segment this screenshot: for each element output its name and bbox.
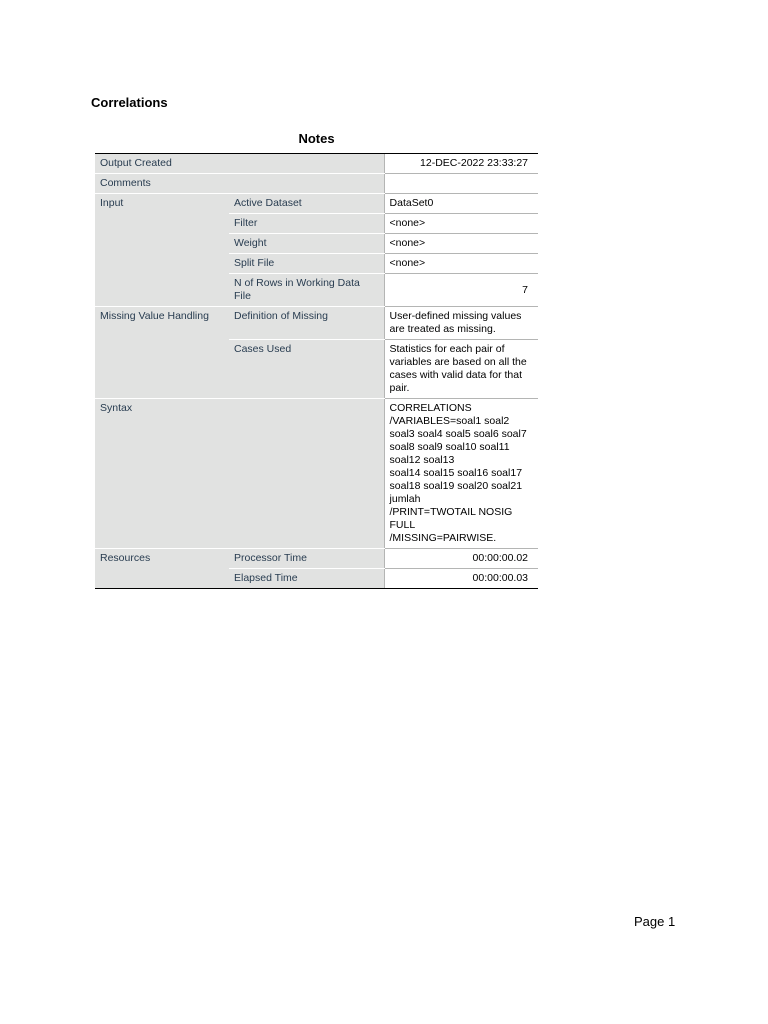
section-title: Correlations <box>91 95 168 110</box>
row-label-split-file: Split File <box>229 254 384 274</box>
row-label-weight: Weight <box>229 234 384 254</box>
row-label-input: Input <box>95 194 229 307</box>
value-split-file: <none> <box>384 254 538 274</box>
table-row <box>95 174 538 194</box>
table-row <box>95 194 538 214</box>
value-cases-used: Statistics for each pair of variables are based on all the cases with valid data for that pair. <box>384 340 538 399</box>
row-label-output-created: Output Created <box>95 154 384 174</box>
row-label-processor-time: Processor Time <box>229 549 384 569</box>
value-elapsed-time: 00:00:00.03 <box>384 569 538 589</box>
table-row <box>95 154 538 174</box>
table-title: Notes <box>298 131 335 146</box>
table-row <box>95 399 538 549</box>
row-label-resources: Resources <box>95 549 229 589</box>
value-n-rows: 7 <box>384 274 538 307</box>
notes-table <box>95 153 538 589</box>
value-syntax: CORRELATIONS /VARIABLES=soal1 soal2 soal3 soal4 soal5 soal6 soal7 soal8 soal9 soal10 soal11 soal12 soal13 soal14 soal15 soal16 soal17 soal18 soal19 soal20 soal21 jumlah /PRINT=TWOTAIL NOSIG FULL /MISSING=PAIRWISE. <box>384 399 538 549</box>
row-label-elapsed-time: Elapsed Time <box>229 569 384 589</box>
row-label-comments: Comments <box>95 174 384 194</box>
value-weight: <none> <box>384 234 538 254</box>
row-label-active-dataset: Active Dataset <box>229 194 384 214</box>
row-label-cases-used: Cases Used <box>229 340 384 399</box>
table-row <box>95 549 538 569</box>
value-processor-time: 00:00:00.02 <box>384 549 538 569</box>
row-label-filter: Filter <box>229 214 384 234</box>
value-active-dataset: DataSet0 <box>384 194 538 214</box>
row-label-definition-of-missing: Definition of Missing <box>229 307 384 340</box>
table-row <box>95 307 538 340</box>
value-output-created: 12-DEC-2022 23:33:27 <box>384 154 538 174</box>
value-definition-of-missing: User-defined missing values are treated as missing. <box>384 307 538 340</box>
row-label-missing-value-handling: Missing Value Handling <box>95 307 229 399</box>
value-comments <box>384 174 538 194</box>
value-filter: <none> <box>384 214 538 234</box>
page-number: Page 1 <box>634 914 676 929</box>
row-label-syntax: Syntax <box>95 399 384 549</box>
row-label-n-rows: N of Rows in Working Data File <box>229 274 384 307</box>
